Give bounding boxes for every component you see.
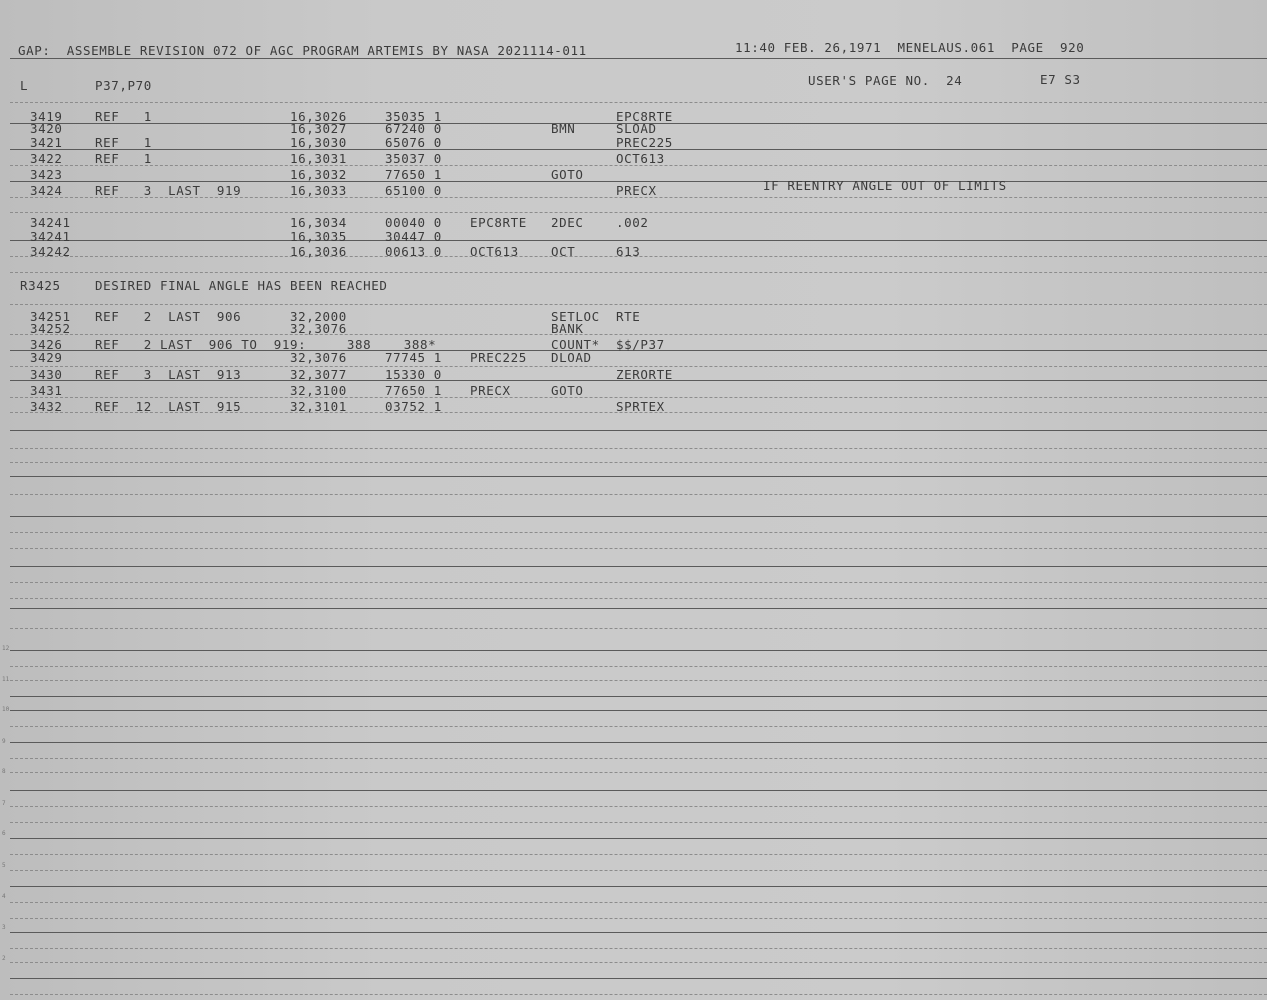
listing-octal: 03752 1: [385, 399, 442, 414]
dashed-rule: [10, 918, 1267, 919]
margin-number: 2: [2, 955, 6, 962]
listing-loc: 32,3101: [290, 399, 347, 414]
listing-label: OCT613: [470, 244, 519, 259]
listing-ref: REF 3 LAST 919: [95, 183, 242, 198]
listing-octal: 35035 1: [385, 109, 442, 124]
listing-label: PRECX: [470, 383, 511, 398]
listing-line: 34241: [30, 215, 71, 230]
listing-op: SETLOC: [551, 309, 600, 324]
users-page: USER'S PAGE NO. 24: [808, 73, 963, 88]
listing-operand: ZERORTE: [616, 367, 673, 382]
listing-loc: 16,3026: [290, 109, 347, 124]
listing-operand: .002: [616, 215, 649, 230]
listing-loc: 16,3034: [290, 215, 347, 230]
dashed-rule: [10, 806, 1267, 807]
listing-octal: 67240 0: [385, 121, 442, 136]
listing-ref: REF 2 LAST 906: [95, 309, 242, 324]
listing-line: 3423: [30, 167, 63, 182]
listing-line: 3429: [30, 350, 63, 365]
listing-op: 2DEC: [551, 215, 584, 230]
listing-loc: 16,3033: [290, 183, 347, 198]
margin-number: 8: [2, 768, 6, 775]
dashed-rule: [10, 462, 1267, 463]
page-code: E7 S3: [1040, 72, 1081, 87]
dashed-rule: [10, 334, 1267, 335]
listing-label: EPC8RTE: [470, 215, 527, 230]
dashed-rule: [10, 870, 1267, 871]
dashed-rule: [10, 680, 1267, 681]
dashed-rule: [10, 666, 1267, 667]
listing-loc: 16,3031: [290, 151, 347, 166]
header-right: 11:40 FEB. 26,1971 MENELAUS.061 PAGE 920: [735, 40, 1085, 55]
listing-loc: 16,3030: [290, 135, 347, 150]
listing-line: 3430: [30, 367, 63, 382]
listing-label: PREC225: [470, 350, 527, 365]
listing-ref: REF 1: [95, 151, 152, 166]
solid-rule: [10, 710, 1267, 711]
listing-octal: 65100 0: [385, 183, 442, 198]
listing-operand: SPRTEX: [616, 399, 665, 414]
listing-operand: OCT613: [616, 151, 665, 166]
listing-op: DLOAD: [551, 350, 592, 365]
listing-line: 34241: [30, 229, 71, 244]
log-section: P37,P70: [95, 78, 152, 93]
listing-op: GOTO: [551, 383, 584, 398]
dashed-rule: [10, 598, 1267, 599]
listing-octal: 77650 1: [385, 383, 442, 398]
listing-operand: PREC225: [616, 135, 673, 150]
listing-line: 34252: [30, 321, 71, 336]
listing-line: 34242: [30, 244, 71, 259]
solid-rule: [10, 742, 1267, 743]
listing-line: 34251: [30, 309, 71, 324]
listing-line: 3419: [30, 109, 63, 124]
listing-octal: 00613 0: [385, 244, 442, 259]
listing-operand: SLOAD: [616, 121, 657, 136]
dashed-rule: [10, 948, 1267, 949]
solid-rule: [10, 696, 1267, 697]
dashed-rule: [10, 548, 1267, 549]
dashed-rule: [10, 726, 1267, 727]
listing-op: OCT: [551, 244, 576, 259]
margin-number: 5: [2, 862, 6, 869]
solid-rule: [10, 978, 1267, 979]
listing-line: 3420: [30, 121, 63, 136]
listing-ref: DESIRED FINAL ANGLE HAS BEEN REACHED: [95, 278, 388, 293]
dashed-rule: [10, 962, 1267, 963]
solid-rule: [10, 650, 1267, 651]
listing-ref: REF 3 LAST 913: [95, 367, 242, 382]
solid-rule: [10, 181, 1267, 182]
dashed-rule: [10, 822, 1267, 823]
listing-operand: RTE: [616, 309, 641, 324]
listing-comment: IF REENTRY ANGLE OUT OF LIMITS: [763, 178, 1007, 193]
solid-rule: [10, 516, 1267, 517]
listing-ref: REF 1: [95, 135, 152, 150]
listing-op: BANK: [551, 321, 584, 336]
listing-line: 3432: [30, 399, 63, 414]
dashed-rule: [10, 304, 1267, 305]
margin-number: 4: [2, 893, 6, 900]
listing-octal: 30447 0: [385, 229, 442, 244]
margin-number: 9: [2, 738, 6, 745]
margin-number: 11: [2, 676, 10, 683]
listing-octal: 77745 1: [385, 350, 442, 365]
margin-number: 10: [2, 706, 10, 713]
solid-rule: [10, 790, 1267, 791]
listing-loc: 32,2000: [290, 309, 347, 324]
listing-operand: PRECX: [616, 183, 657, 198]
dashed-rule: [10, 854, 1267, 855]
listing-loc: 16,3027: [290, 121, 347, 136]
listing-octal: 00040 0: [385, 215, 442, 230]
dashed-rule: [10, 582, 1267, 583]
listing-operand: EPC8RTE: [616, 109, 673, 124]
solid-rule: [10, 608, 1267, 609]
dashed-rule: [10, 494, 1267, 495]
dashed-rule: [10, 448, 1267, 449]
header-left: GAP: ASSEMBLE REVISION 072 OF AGC PROGRAM ARTEMIS BY NASA 2021114-011: [18, 43, 587, 58]
listing-line: 3424: [30, 183, 63, 198]
listing-line: 3421: [30, 135, 63, 150]
listing-loc: 32,3076: [290, 350, 347, 365]
margin-number: 7: [2, 800, 6, 807]
listing-loc: 32,3076: [290, 321, 347, 336]
dashed-rule: [10, 212, 1267, 213]
listing-op: COUNT*: [551, 337, 600, 352]
listing-ref: REF 1: [95, 109, 152, 124]
listing-loc: 16,3035: [290, 229, 347, 244]
listing-line: 3422: [30, 151, 63, 166]
dashed-rule: [10, 397, 1267, 398]
listing-operand: $$/P37: [616, 337, 665, 352]
listing-octal: 15330 0: [385, 367, 442, 382]
dashed-rule: [10, 994, 1267, 995]
listing-octal: 65076 0: [385, 135, 442, 150]
dashed-rule: [10, 758, 1267, 759]
solid-rule: [10, 476, 1267, 477]
listing-loc: 16,3032: [290, 167, 347, 182]
solid-rule: [10, 566, 1267, 567]
listing-ref: REF 2 LAST 906 TO 919: 388 388*: [95, 337, 437, 352]
dashed-rule: [10, 272, 1267, 273]
solid-rule: [10, 430, 1267, 431]
margin-number: 6: [2, 830, 6, 837]
dashed-rule: [10, 102, 1267, 103]
dashed-rule: [10, 772, 1267, 773]
listing-line: R3425: [20, 278, 61, 293]
listing-loc: 32,3077: [290, 367, 347, 382]
listing-loc: 16,3036: [290, 244, 347, 259]
listing-line: 3431: [30, 383, 63, 398]
solid-rule: [10, 886, 1267, 887]
listing-octal: 77650 1: [385, 167, 442, 182]
dashed-rule: [10, 628, 1267, 629]
listing-line: 3426: [30, 337, 63, 352]
solid-rule: [10, 932, 1267, 933]
subheader-l: L: [20, 78, 29, 93]
dashed-rule: [10, 902, 1267, 903]
listing-op: BMN: [551, 121, 576, 136]
solid-rule: [10, 838, 1267, 839]
dashed-rule: [10, 532, 1267, 533]
margin-number: 12: [2, 645, 10, 652]
solid-rule: [10, 240, 1267, 241]
header-rule: [10, 58, 1267, 59]
listing-op: GOTO: [551, 167, 584, 182]
listing-loc: 32,3100: [290, 383, 347, 398]
margin-number: 3: [2, 924, 6, 931]
listing-octal: 35037 0: [385, 151, 442, 166]
listing-ref: REF 12 LAST 915: [95, 399, 242, 414]
listing-operand: 613: [616, 244, 641, 259]
